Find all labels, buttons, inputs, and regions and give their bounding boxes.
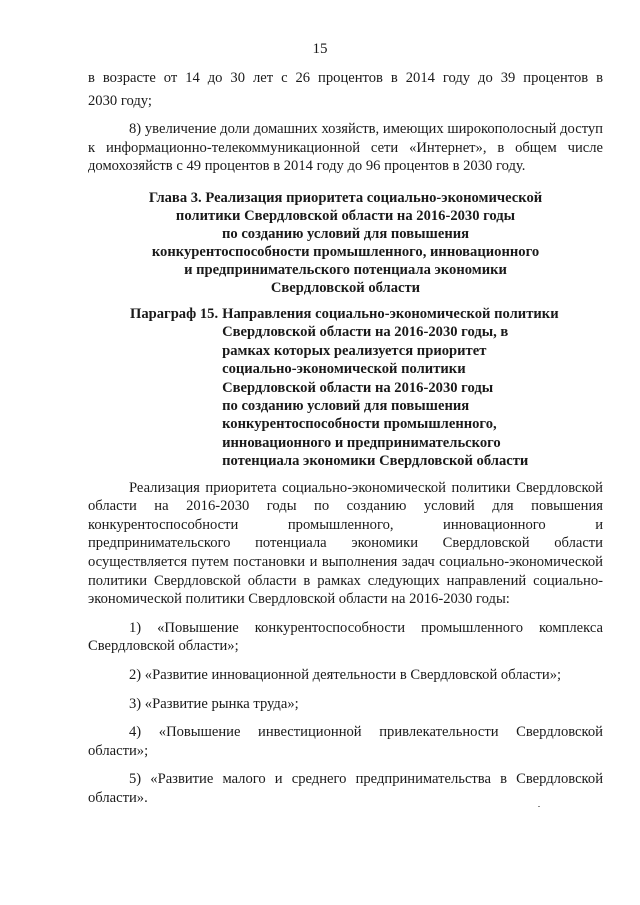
list-item: 1) «Повышение конкурентоспособности промышленного комплекса Свердловской области»; (88, 619, 603, 655)
list-item: 4) «Повышение инвестиционной привлекательности Свердловской области»; (88, 724, 603, 759)
chapter-heading (88, 189, 603, 297)
page-number: 15 (312, 41, 328, 57)
paragraph-label: Параграф 15. (130, 305, 219, 322)
paragraph-title-line: инновационного и предпринимательского (222, 434, 501, 451)
page-content (88, 69, 603, 818)
paragraph-title-line: Свердловской области на 2016-2030 годы, в (222, 324, 509, 341)
continuation-line-1: в возрасте от 14 до 30 лет с 26 процентов в 2014 году до 39 процентов в (88, 70, 603, 86)
paragraph-heading (88, 305, 603, 471)
paragraph-title-line: потенциала экономики Свердловской области (222, 453, 529, 470)
paragraph-title-line: рамках которых реализуется приоритет (222, 342, 487, 359)
chapter-heading-line: политики Свердловской области на 2016-2030 годы (175, 207, 516, 224)
paragraph-title-line: Направления социально-экономической политики (222, 305, 559, 322)
continuation-line-2: 2030 году; (88, 92, 152, 109)
paragraph-title-line: Свердловской области на 2016-2030 годы (222, 379, 494, 396)
body-paragraph: Реализация приоритета социально-экономической политики Свердловской области на 2016-2030 годы по созданию условий для повышения конкурентоспособности промышленного, инновационного и предпринимательского потенциала экономики Свердловской области осуществляется путем постановки и выполнения задач социально-экономической политики Свердловской области в рамках следующих направлений социально-экономической политики Свердловской области на 2016-2030 годы: (88, 479, 603, 608)
chapter-heading-line: Глава 3. Реализация приоритета социально-экономической (148, 189, 543, 206)
chapter-heading-line: и предпринимательского потенциала экономики (184, 261, 507, 278)
list-item-8: 8) увеличение доли домашних хозяйств, имеющих широкополосный доступ к информационно-телекоммуникационной сети «Интернет», в общем числе домохозяйств с 49 процентов в 2014 году до 96 процентов в 2030 году. (88, 121, 603, 175)
chapter-heading-line: по созданию условий для повышения (221, 225, 470, 242)
paragraph-title-line: по созданию условий для повышения (222, 398, 470, 414)
list-item: 3) «Развитие рынка труда»; (129, 695, 299, 712)
paragraph-title-line: конкурентоспособности промышленного, (222, 416, 497, 433)
chapter-heading-line: Свердловской области (270, 279, 421, 296)
list-item: 5) «Развитие малого и среднего предпринимательства в Свердловской области». (88, 771, 603, 806)
scan-speck (538, 806, 540, 807)
paragraph-title-line: социально-экономической политики (222, 361, 466, 378)
list-item: 2) «Развитие инновационной деятельности в Свердловской области»; (129, 666, 562, 683)
chapter-heading-line: конкурентоспособности промышленного, инновационного (151, 243, 540, 260)
paragraph-title (222, 305, 603, 471)
